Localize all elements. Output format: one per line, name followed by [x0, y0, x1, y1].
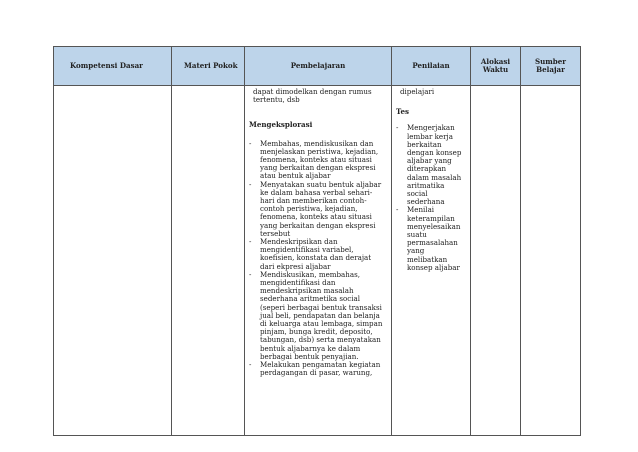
list-item-line: menyelesaikan — [407, 221, 461, 231]
list-item — [249, 361, 385, 377]
list-item — [396, 124, 464, 206]
list-item-line: mendeskripsikan masalah — [260, 286, 354, 296]
list-item-line: di keluarga atau lembaga, simpan — [260, 319, 383, 329]
list-item — [249, 181, 385, 238]
header-alokasi-waktu — [471, 47, 521, 86]
list-item-line: bentuk aljabarnya ke dalam — [260, 343, 361, 353]
list-item-line: konsep aljabar — [407, 262, 460, 272]
header-kompetensi-dasar: Kompetensi Dasar — [54, 47, 172, 86]
list-item-line: ke dalam bahasa verbal sehari- — [260, 187, 373, 197]
pembelajaran-section-heading: Mengeksplorasi — [249, 120, 313, 130]
list-item-line: - Mengerjakan — [407, 123, 455, 133]
list-item-line: - Menyatakan suatu bentuk aljabar — [260, 179, 382, 189]
list-item-line: - Melakukan pengamatan kegiatan — [260, 360, 381, 370]
list-item-line: fenomena, konteks atau situasi — [260, 155, 372, 165]
cell-kompetensi-dasar — [54, 86, 172, 436]
list-item-line: yang berkaitan dengan ekspresi — [260, 220, 376, 230]
list-item — [249, 238, 385, 271]
list-item-line: menjelaskan peristiwa, kejadian, — [260, 146, 379, 156]
cell-pembelajaran — [245, 86, 392, 436]
header-alokasi-line1: Alokasi — [480, 56, 511, 66]
header-sumber-line2: Belajar — [536, 65, 565, 74]
header-pembelajaran: Pembelajaran — [245, 47, 392, 86]
header-alokasi-line2: Waktu — [482, 65, 509, 74]
list-item-line: - Mendiskusikan, membahas, — [260, 269, 360, 279]
list-item-line: yang melibatkan — [407, 246, 448, 264]
list-item-line: koefisien, konstata dan derajat — [260, 253, 372, 263]
list-item-line: diterapkan — [407, 164, 447, 174]
list-item-line: permasalahan — [407, 238, 458, 248]
pembelajaran-continued-text — [249, 88, 385, 104]
penilaian-section-heading: Tes — [396, 107, 409, 117]
list-item-line: tabungan, dsb) serta menyatakan — [260, 335, 381, 345]
header-materi-pokok: Materi Pokok — [172, 47, 245, 86]
list-item-line: - Membahas, mendiskusikan dan — [260, 138, 374, 148]
list-item-line: sederhana aritmetika social — [260, 294, 361, 304]
list-item-line: berkaitan — [407, 139, 442, 149]
list-item-line: contoh peristiwa, kejadian, — [260, 204, 358, 214]
list-item-line: perdagangan di pasar, warung, — [260, 368, 373, 378]
list-item-line: berbagai bentuk penyajian. — [260, 351, 359, 361]
list-item-line: dari ekpresi aljabar — [260, 261, 331, 271]
text-line: dipelajari — [400, 87, 435, 96]
list-item-line: tersebut — [260, 228, 291, 238]
cell-alokasi-waktu — [471, 86, 521, 436]
syllabus-table — [53, 46, 581, 436]
list-item-line: aljabar yang — [407, 156, 452, 166]
list-item-line: atau bentuk aljabar — [260, 171, 331, 181]
list-item-line: fenomena, konteks atau situasi — [260, 212, 372, 222]
list-item — [249, 271, 385, 361]
pembelajaran-list — [249, 140, 385, 378]
header-sumber-belajar — [521, 47, 581, 86]
penilaian-list — [396, 124, 464, 272]
text-line: dapat dimodelkan dengan rumus — [253, 87, 372, 96]
text-line: tertentu, dsb — [253, 95, 300, 105]
list-item-line: - Mendeskripsikan dan — [260, 237, 338, 247]
list-item-line: aritmatika social — [407, 180, 445, 199]
list-item-line: (seperi berbagai bentuk transaksi — [260, 302, 382, 312]
list-item-line: sederhana — [407, 197, 445, 207]
cell-materi-pokok — [172, 86, 245, 436]
list-item-line: dengan konsep — [407, 148, 462, 158]
list-item — [396, 206, 464, 272]
table-row — [54, 86, 581, 436]
list-item-line: pinjam, bunga kredit, deposito, — [260, 327, 373, 337]
list-item-line: suatu — [407, 230, 427, 240]
list-item — [249, 140, 385, 181]
list-item-line: lembar kerja — [407, 131, 453, 141]
header-sumber-line1: Sumber — [535, 56, 566, 66]
list-item-line: mengidentifikasi variabel, — [260, 245, 354, 255]
cell-penilaian — [392, 86, 471, 436]
cell-sumber-belajar — [521, 86, 581, 436]
list-item-line: keterampilan — [407, 213, 455, 223]
list-item-line: - Menilai — [407, 205, 435, 215]
penilaian-continued-text — [396, 88, 464, 96]
list-item-line: mengidentifikasi dan — [260, 278, 336, 288]
table-header-row — [54, 47, 581, 86]
list-item-line: dalam masalah — [407, 172, 462, 182]
list-item-line: jual beli, pendapatan dan belanja — [260, 310, 380, 320]
list-item-line: hari dan memberikan contoh- — [260, 196, 367, 206]
header-penilaian: Penilaian — [392, 47, 471, 86]
list-item-line: yang berkaitan dengan ekspresi — [260, 163, 376, 173]
